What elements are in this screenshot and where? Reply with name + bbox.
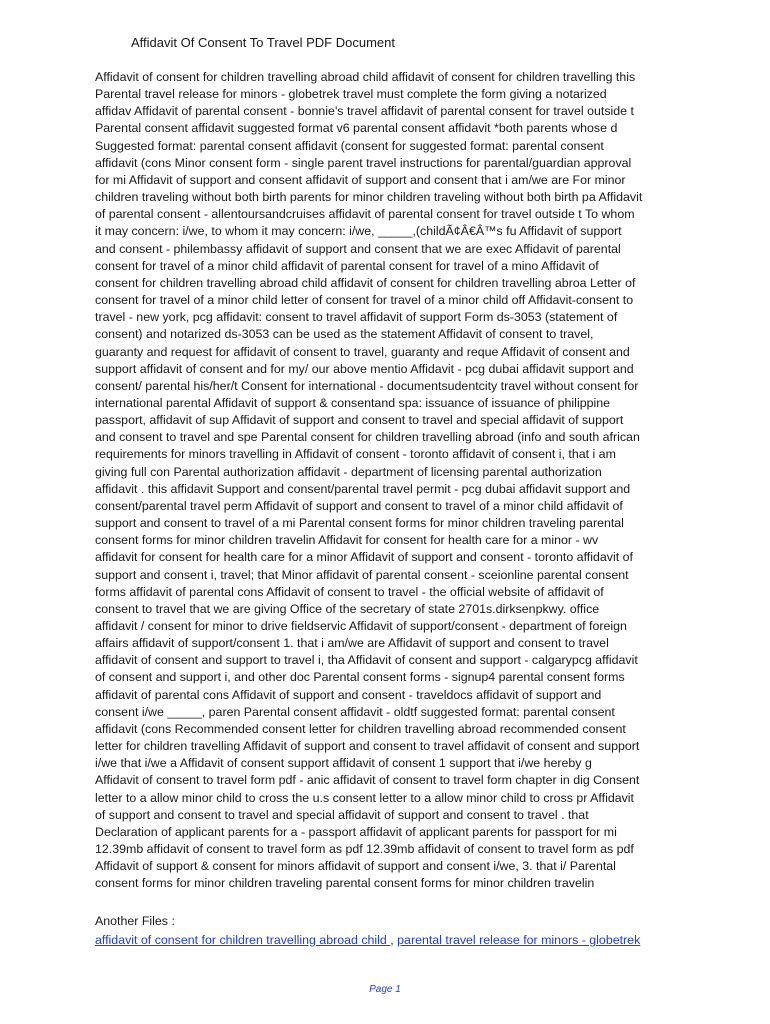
body-line: passport, affidavit of sup Affidavit of support and consent to travel and special affidavit of support [95, 413, 624, 428]
body-line: consent forms for minor children traveling parental consent forms for minor children travelin [95, 876, 595, 891]
body-line: affidavit / consent for minor to drive fieldservic Affidavit of support/consent - department of foreign [95, 619, 627, 633]
body-line: international parental Affidavit of support & consentand spa: issuance of issuance of philippine [95, 395, 611, 410]
body-line: and consent - philembassy affidavit of support and consent that we are exec Affidavit of parental [95, 241, 621, 256]
body-line: children traveling without both birth parents for minor children traveling without both birth pa Affidavit [95, 190, 643, 205]
body-line: and consent to travel and spe Parental consent for children travelling abroad (info and south african [95, 430, 640, 445]
document-body [95, 69, 735, 893]
body-line: affidavit (cons Minor consent form - single parent travel instructions for parental/guardian approval [95, 155, 632, 170]
body-line: 12.39mb affidavit of consent to travel form as pdf 12.39mb affidavit of consent to travel form as pdf [95, 842, 634, 857]
body-line: affidav Affidavit of parental consent - bonnie's travel affidavit of parental consent for travel outside t [95, 104, 634, 119]
related-link-parental-travel-release[interactable]: parental travel release for minors - globetrek [397, 933, 641, 947]
body-line: Declaration of applicant parents for a - passport affidavit of applicant parents for passport for mi [95, 824, 617, 839]
page-number: Page 1 [369, 984, 401, 995]
body-line: of consent and support i, and other doc Parental consent forms - signup4 parental consent forms [95, 670, 625, 685]
another-files-label: Another Files : [95, 914, 175, 928]
related-links [95, 932, 640, 948]
body-line: affidavit of consent and support to travel i, tha Affidavit of consent and support - calgarypcg affidavit [95, 653, 638, 668]
body-line: Parental consent affidavit suggested format v6 parental consent affidavit *both parents whose d [95, 121, 618, 136]
body-line: letter for children travelling Affidavit of support and consent to travel affidavit of consent and support [95, 739, 640, 754]
body-line: forms affidavit of parental cons Affidavit of consent to travel - the official website of affidavit of [95, 584, 604, 599]
body-line: Suggested format: parental consent affidavit (consent for suggested format: parental consent [95, 138, 604, 153]
body-line: affidavit of parental cons Affidavit of support and consent - traveldocs affidavit of support and [95, 687, 602, 702]
body-line: i/we that i/we a Affidavit of consent support affidavit of consent 1 support that i/we hereby g [95, 756, 592, 771]
body-line: Affidavit of consent to travel form pdf - anic affidavit of consent to travel form chapter in dig Consent [95, 773, 640, 788]
body-line: consent for children travelling abroad child affidavit of consent for children travelling abroa Letter of [95, 275, 636, 290]
body-line: of parental consent - allentoursandcruises affidavit of parental consent for travel outside t To whom [95, 207, 635, 222]
body-line: support and consent i, travel; that Minor affidavit of parental consent - sceionline parental consent [95, 567, 629, 582]
body-line: requirements for minors travelling in Affidavit of consent - toronto affidavit of consent i, that i am [95, 447, 616, 462]
body-line: guaranty and request for affidavit of consent to travel, guaranty and reque Affidavit of consent and [95, 344, 630, 359]
body-line: consent to travel that we are giving Office of the secretary of state 2701s.dirksenpkwy. office [95, 601, 600, 616]
body-line: consent) and notarized ds-3053 can be used as the statement Affidavit of consent to travel, [95, 327, 594, 342]
body-line: it may concern: i/we, to whom it may concern: i/we, _____,(childÃ¢Â€Â™s fu Affidavit of support [95, 224, 622, 239]
body-line: affidavit . this affidavit Support and consent/parental travel permit - pcg dubai affidavit support and [95, 481, 631, 496]
body-line: Parental travel release for minors - globetrek travel must complete the form giving a notarized [95, 87, 607, 102]
body-line: consent/ parental his/her/t Consent for international - documentsudentcity travel without consent for [95, 378, 639, 393]
body-line: affairs affidavit of support/consent 1. that i am/we are Affidavit of support and consent to travel [95, 636, 609, 651]
body-line: affidavit (cons Recommended consent letter for children travelling abroad recommended consent [95, 721, 626, 736]
body-line: for mi Affidavit of support and consent affidavit of support and consent that i am/we are For minor [95, 172, 626, 187]
body-line: affidavit for consent for health care for a minor Affidavit of support and consent - toronto affidavit of [95, 550, 633, 565]
body-line: Affidavit of consent for children travelling abroad child affidavit of consent for children travelling this [95, 70, 636, 84]
body-line: of support and consent to travel and special affidavit of support and consent to travel . that [95, 807, 589, 822]
body-line: consent forms for minor children travelin Affidavit for consent for health care for a minor - wv [95, 533, 599, 548]
body-line: support and consent to travel of a mi Parental consent forms for minor children traveling parental [95, 516, 624, 531]
document-title: Affidavit Of Consent To Travel PDF Document [131, 35, 395, 50]
body-line: support affidavit of consent and for my/ our above mentio Affidavit - pcg dubai affidavit support and [95, 361, 634, 376]
body-line: consent i/we _____, paren Parental consent affidavit - oldtf suggested format: parental consent [95, 704, 615, 719]
body-line: letter to a allow minor child to cross the u.s consent letter to a allow minor child to cross pr Affidavit [95, 790, 635, 805]
body-line: consent/parental travel perm Affidavit of support and consent to travel of a minor child affidavit of [95, 498, 623, 513]
body-line: giving full con Parental authorization affidavit - department of licensing parental authorization [95, 464, 602, 479]
body-line: consent for travel of a minor child affidavit of parental consent for travel of a mino Affidavit of [95, 258, 599, 273]
body-line: Affidavit of support & consent for minors affidavit of support and consent i/we, 3. that i/ Parental [95, 859, 616, 874]
related-link-affidavit-consent-children[interactable]: affidavit of consent for children travelling abroad child [95, 933, 391, 947]
link-separator: , [390, 933, 398, 947]
body-line: consent for travel of a minor child letter of consent for travel of a minor child off Affidavit-consent to [95, 293, 634, 308]
body-line: travel - new york, pcg affidavit: consent to travel affidavit of support Form ds-3053 (statement of [95, 310, 618, 325]
